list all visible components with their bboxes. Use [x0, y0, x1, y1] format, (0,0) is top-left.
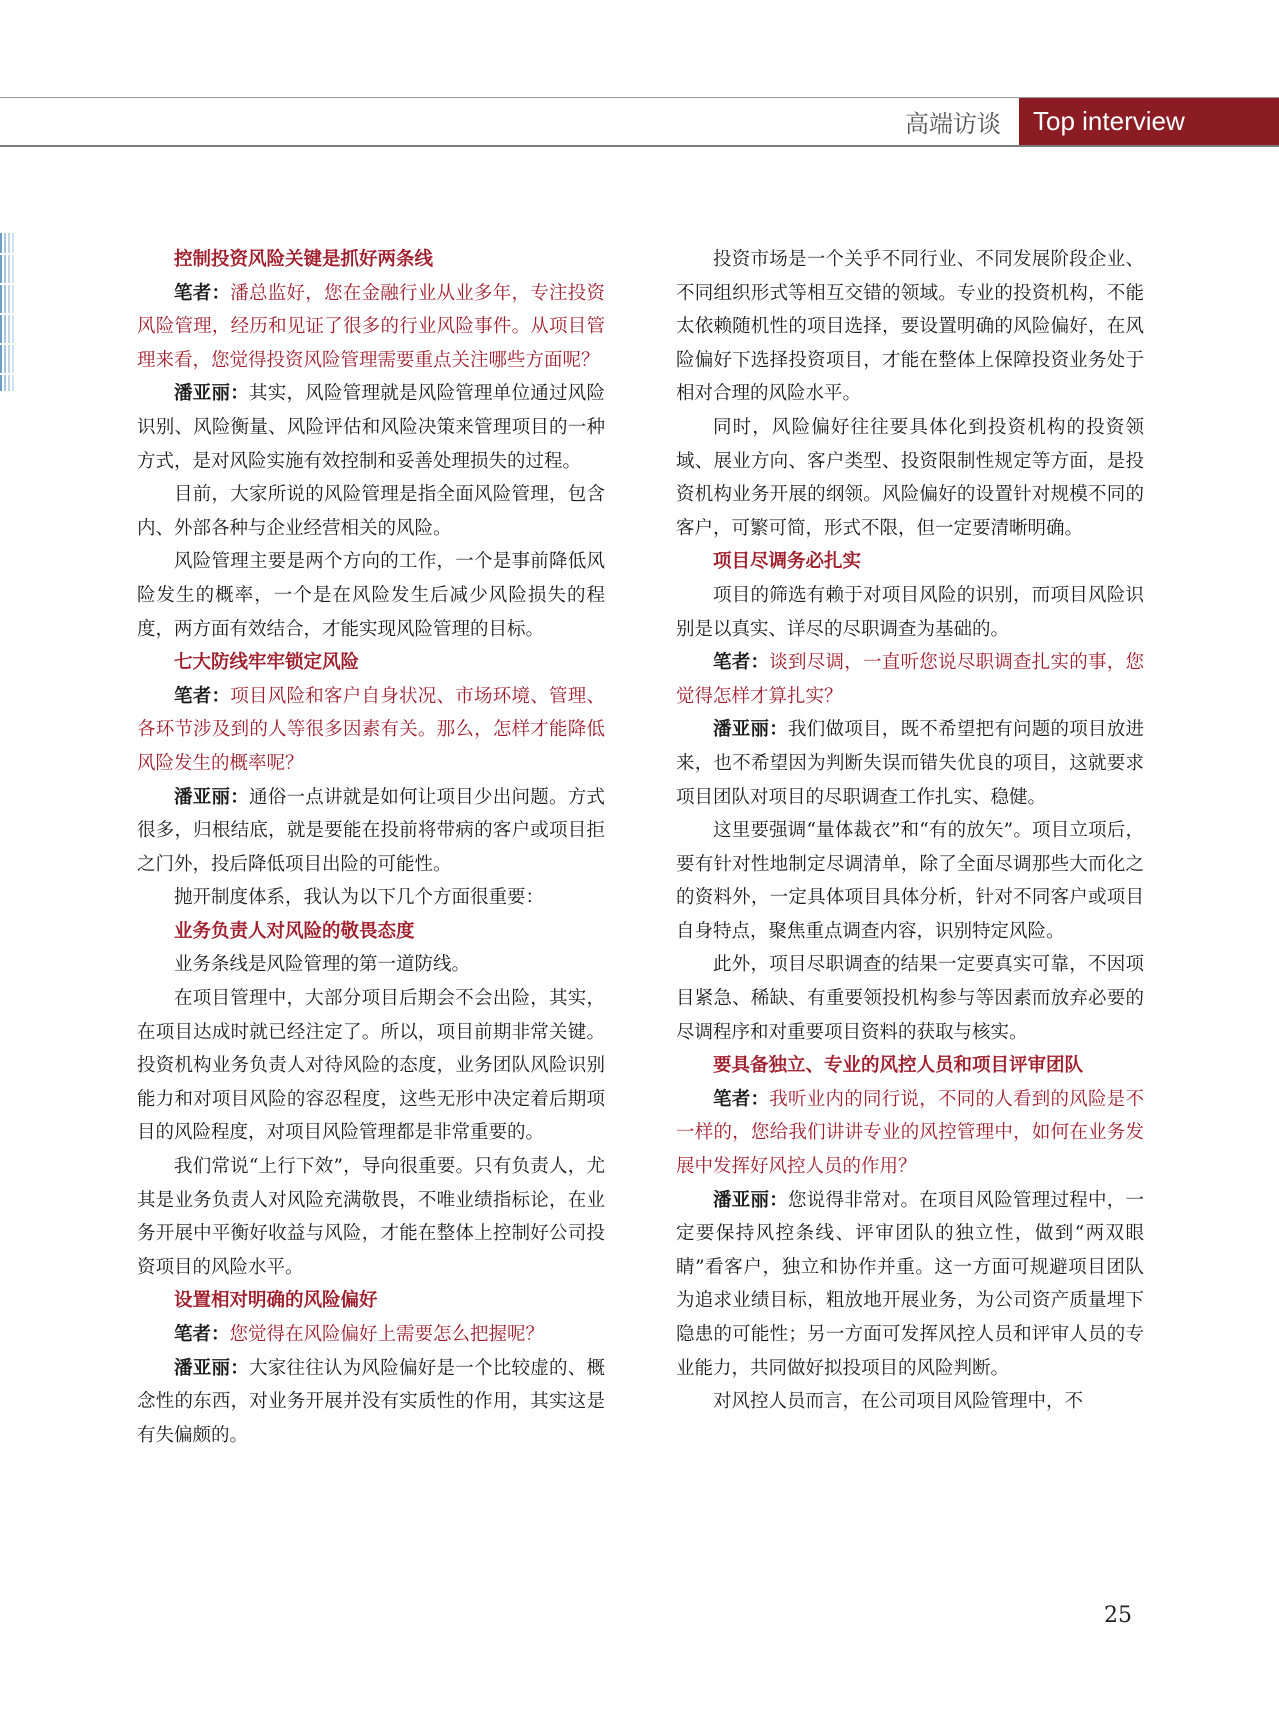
- speaker-label: 笔者：: [174, 282, 231, 304]
- section-heading: 项目尽调务必扎实: [713, 551, 862, 573]
- body-paragraph: 投资市场是一个关乎不同行业、不同发展阶段企业、不同组织形式等相互交错的领域。专业的投资机构，不能太依赖随机性的项目选择，要设置明确的风险偏好，在风险偏好下选择投资项目，才能在整体上保障投资业务处于相对合理的风险水平。: [676, 249, 1144, 405]
- decorative-pattern: [0, 233, 18, 391]
- section-heading: 设置相对明确的风险偏好: [174, 1290, 378, 1312]
- section-heading: 业务负责人对风险的敬畏态度: [174, 920, 415, 942]
- speaker-label: 潘亚丽：: [174, 786, 249, 808]
- interviewee-answer: [137, 781, 605, 882]
- body-paragraph: 抛开制度体系，我认为以下几个方面很重要：: [174, 887, 545, 909]
- section-title-en: Top interview: [1019, 98, 1279, 145]
- paragraph-text: 潘总监好，您在金融行业从业多年，专注投资风险管理，经历和见证了很多的行业风险事件。从项目管理来看，您觉得投资风险管理需要重点关注哪些方面呢？: [137, 282, 605, 371]
- body-paragraph: 项目的筛选有赖于对项目风险的识别，而项目风险识别是以真实、详尽的尽职调查为基础的。: [676, 584, 1144, 640]
- section-heading: 控制投资风险关键是抓好两条线: [174, 249, 434, 270]
- interviewee-answer: [137, 1352, 605, 1453]
- speaker-label: 笔者：: [174, 685, 231, 707]
- article-column-left: [137, 243, 605, 1452]
- body-paragraph: 业务条线是风险管理的第一道防线。: [174, 954, 471, 976]
- interviewee-answer: [676, 1184, 1144, 1386]
- page-number: 25: [1104, 1603, 1132, 1628]
- paragraph-text: 您说得非常对。在项目风险管理过程中，一定要保持风控条线、评审团队的独立性，做到“两双眼睛”看客户，独立和协作并重。这一方面可规避项目团队为追求业绩目标，粗放地开展业务，为公司资产质量埋下隐患的可能性；另一方面可发挥风控人员和评审人员的专业能力，共同做好拟投项目的风险判断。: [676, 1189, 1144, 1379]
- interviewer-question: [137, 1318, 605, 1352]
- paragraph-text: 大家往往认为风险偏好是一个比较虚的、概念性的东西，对业务开展并没有实质性的作用，其实这是有失偏颇的。: [137, 1357, 605, 1446]
- body-paragraph: 此外，项目尽职调查的结果一定要真实可靠，不因项目紧急、稀缺、有重要领投机构参与等因素而放弃必要的尽调程序和对重要项目资料的获取与核实。: [676, 954, 1144, 1043]
- section-title-cn: 高端访谈: [905, 110, 1001, 138]
- interviewer-question: [137, 680, 605, 781]
- body-paragraph: 对风控人员而言，在公司项目风险管理中，不: [713, 1391, 1084, 1413]
- speaker-label: 笔者：: [174, 1324, 230, 1345]
- body-paragraph: 在项目管理中，大部分项目后期会不会出险，其实，在项目达成时就已经注定了。所以，项目前期非常关键。投资机构业务负责人对待风险的态度，业务团队风险识别能力和对项目风险的容忍程度，这些无形中决定着后期项目的风险程度，对项目风险管理都是非常重要的。: [137, 988, 605, 1144]
- paragraph-text: 项目风险和客户自身状况、市场环境、管理、各环节涉及到的人等很多因素有关。那么，怎样才能降低风险发生的概率呢？: [137, 685, 605, 774]
- speaker-label: 潘亚丽：: [174, 383, 249, 405]
- interviewer-question: [676, 1083, 1144, 1184]
- article-column-right: [676, 243, 1144, 1419]
- section-heading: 七大防线牢牢锁定风险: [174, 652, 360, 674]
- section-heading: 要具备独立、专业的风控人员和项目评审团队: [713, 1055, 1084, 1077]
- paragraph-text: 我们做项目，既不希望把有问题的项目放进来，也不希望因为判断失误而错失优良的项目，这就要求项目团队对项目的尽职调查工作扎实、稳健。: [676, 719, 1144, 808]
- interviewer-question: [676, 646, 1144, 713]
- body-paragraph: 同时，风险偏好往往要具体化到投资机构的投资领域、展业方向、客户类型、投资限制性规定等方面，是投资机构业务开展的纲领。风险偏好的设置针对规模不同的客户，可繁可简，形式不限，但一定要清晰明确。: [676, 416, 1144, 539]
- body-paragraph: 我们常说“上行下效”，导向很重要。只有负责人，尤其是业务负责人对风险充满敬畏，不唯业绩指标论，在业务开展中平衡好收益与风险，才能在整体上控制好公司投资项目的风险水平。: [137, 1156, 605, 1278]
- speaker-label: 潘亚丽：: [174, 1357, 249, 1379]
- speaker-label: 潘亚丽：: [713, 1189, 788, 1211]
- body-paragraph: 这里要强调“量体裁衣”和“有的放矢”。项目立项后，要有针对性地制定尽调清单，除了全面尽调那些大而化之的资料外，一定具体项目具体分析，针对不同客户或项目自身特点，聚焦重点调查内容，识别特定风险。: [676, 820, 1144, 942]
- body-paragraph: 风险管理主要是两个方向的工作，一个是事前降低风险发生的概率，一个是在风险发生后减少风险损失的程度，两方面有效结合，才能实现风险管理的目标。: [137, 551, 605, 640]
- body-paragraph: 目前，大家所说的风险管理是指全面风险管理，包含内、外部各种与企业经营相关的风险。: [137, 484, 605, 539]
- header-bottom-rule: [0, 145, 1279, 147]
- paragraph-text: 我听业内的同行说，不同的人看到的风险是不一样的，您给我们讲讲专业的风控管理中，如何在业务发展中发挥好风控人员的作用？: [676, 1088, 1144, 1178]
- paragraph-text: 其实，风险管理就是风险管理单位通过风险识别、风险衡量、风险评估和风险决策来管理项目的一种方式，是对风险实施有效控制和妥善处理损失的过程。: [137, 383, 605, 472]
- interviewee-answer: [676, 713, 1144, 814]
- paragraph-text: 谈到尽调，一直听您说尽职调查扎实的事，您觉得怎样才算扎实？: [676, 652, 1144, 707]
- paragraph-text: 通俗一点讲就是如何让项目少出问题。方式很多，归根结底，就是要能在投前将带病的客户或项目拒之门外，投后降低项目出险的可能性。: [137, 786, 605, 875]
- interviewee-answer: [137, 377, 605, 478]
- interviewer-question: [137, 277, 605, 378]
- paragraph-text: 您觉得在风险偏好上需要怎么把握呢？: [229, 1324, 545, 1345]
- speaker-label: 笔者：: [713, 652, 770, 674]
- speaker-label: 笔者：: [713, 1088, 770, 1110]
- speaker-label: 潘亚丽：: [713, 719, 788, 741]
